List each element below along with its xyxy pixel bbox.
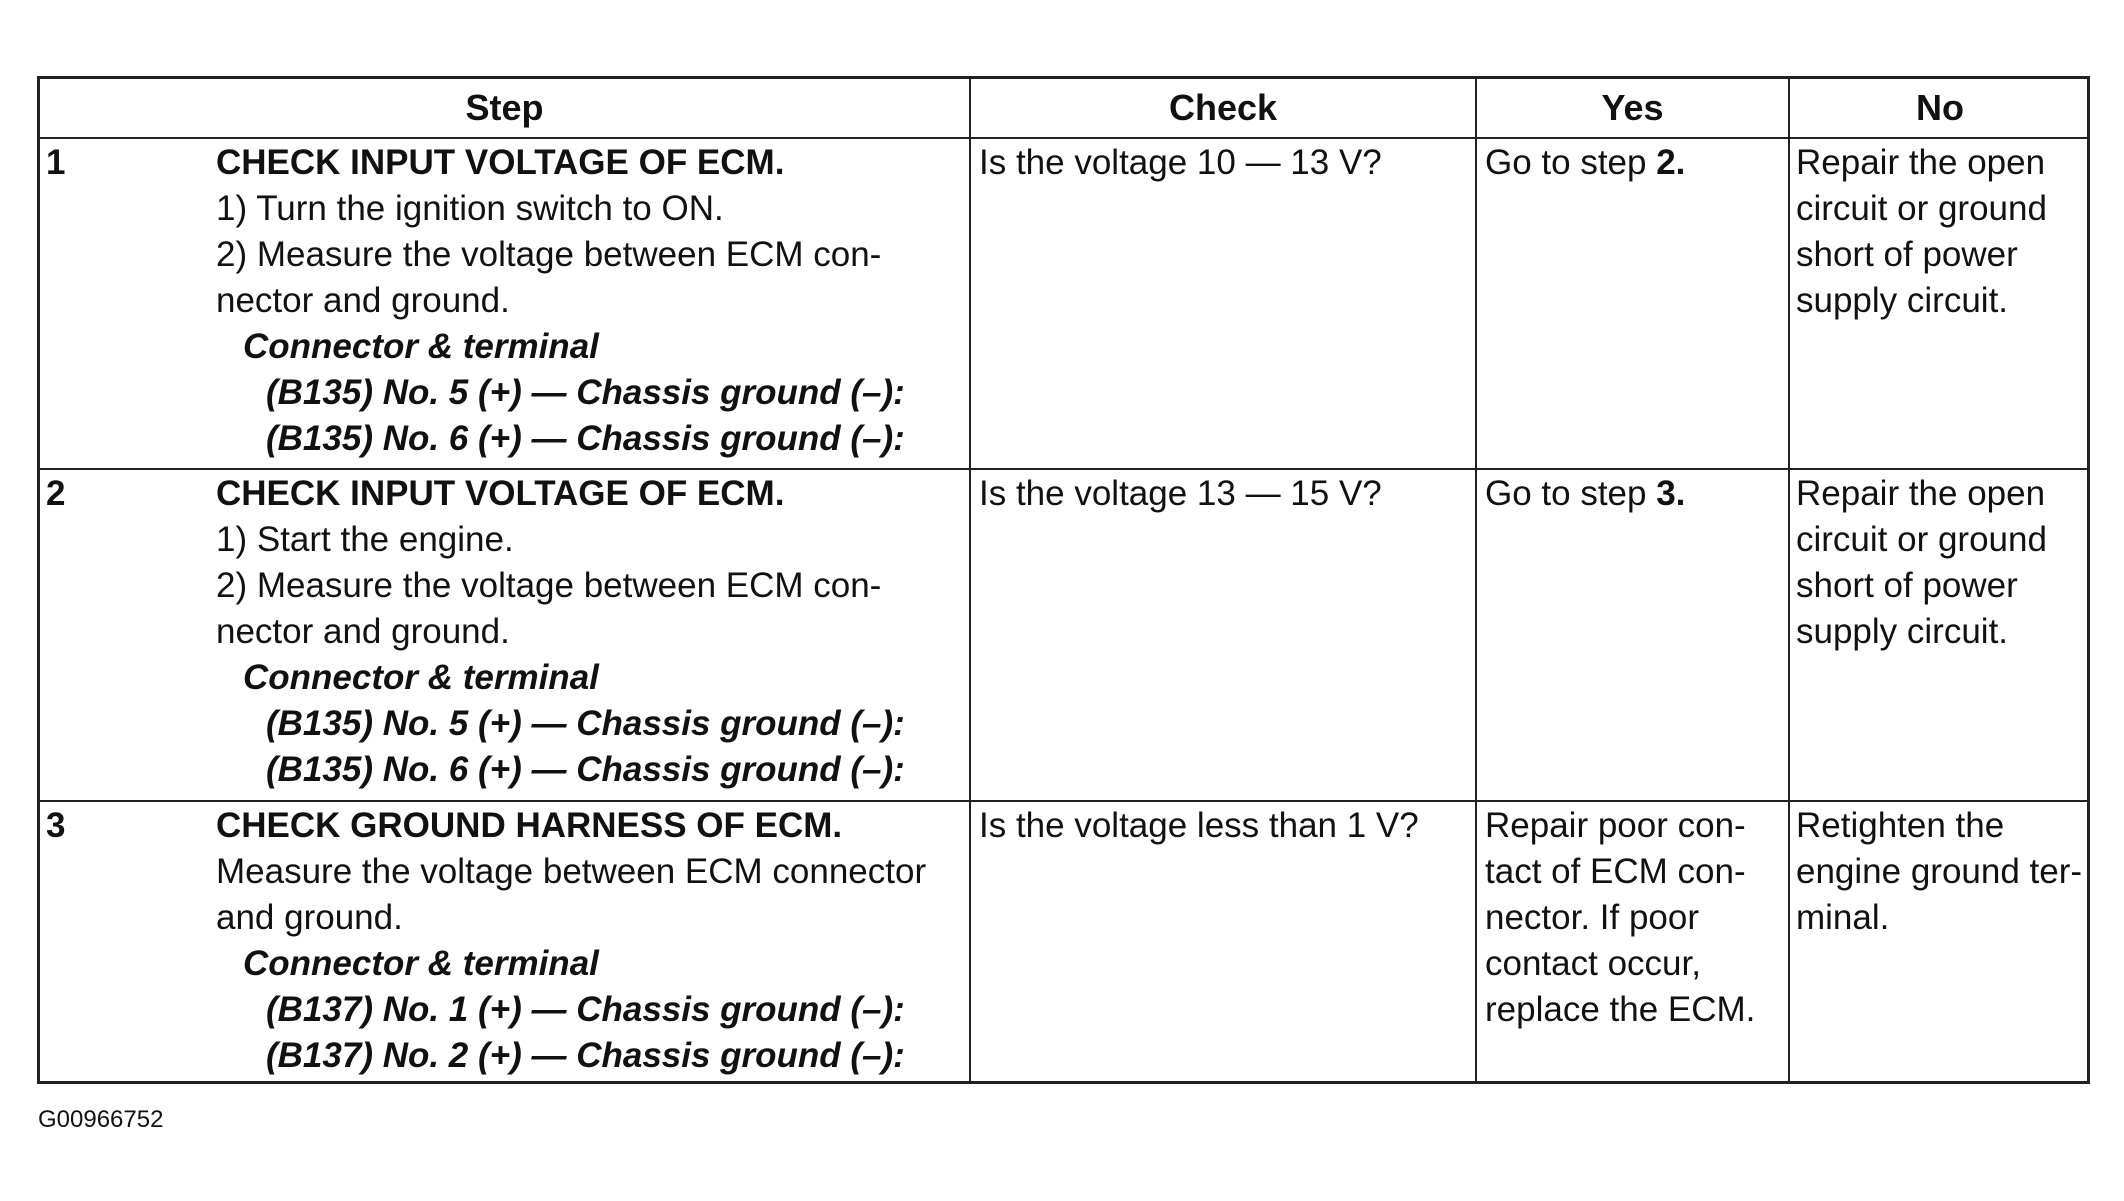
connector-heading: Connector & terminal: [243, 944, 599, 983]
step-description: [216, 470, 966, 793]
yes-line: replace the ECM.: [1485, 990, 1756, 1029]
yes-line: Repair poor con-: [1485, 806, 1746, 845]
no-line: Repair the open: [1796, 474, 2046, 513]
no-line: circuit or ground: [1796, 189, 2047, 228]
no-line: minal.: [1796, 898, 1890, 937]
no-line: short of power: [1796, 235, 2018, 274]
step-line: nector and ground.: [216, 612, 510, 651]
header-yes: Yes: [1601, 87, 1664, 128]
check-text: Is the voltage less than 1 V?: [979, 806, 1419, 845]
table-row: [40, 470, 2087, 802]
step-title: CHECK GROUND HARNESS OF ECM.: [216, 806, 843, 845]
step-title: CHECK INPUT VOLTAGE OF ECM.: [216, 474, 785, 513]
step-number: 3: [46, 806, 66, 845]
yes-step-ref: 3.: [1656, 474, 1686, 513]
yes-line: tact of ECM con-: [1485, 852, 1746, 891]
connector-heading: Connector & terminal: [243, 327, 599, 366]
check-text: Is the voltage 10 — 13 V?: [979, 143, 1382, 182]
step-number: 2: [46, 474, 66, 513]
terminal-spec: (B135) No. 6 (+) — Chassis ground (–):: [266, 750, 905, 789]
step-line: and ground.: [216, 898, 403, 937]
yes-text: [1485, 470, 1785, 517]
step-line: Measure the voltage between ECM connector: [216, 852, 927, 891]
yes-text: [1485, 802, 1785, 1033]
connector-heading: Connector & terminal: [243, 658, 599, 697]
no-text: [1796, 802, 2091, 941]
diagnostic-table: [37, 76, 2090, 1084]
no-line: circuit or ground: [1796, 520, 2047, 559]
no-line: supply circuit.: [1796, 612, 2009, 651]
no-line: short of power: [1796, 566, 2018, 605]
terminal-spec: (B135) No. 5 (+) — Chassis ground (–):: [266, 704, 905, 743]
no-text: [1796, 139, 2091, 324]
step-line: 2) Measure the voltage between ECM con-: [216, 566, 882, 605]
step-line: nector and ground.: [216, 281, 510, 320]
step-description: [216, 139, 966, 462]
step-title: CHECK INPUT VOLTAGE OF ECM.: [216, 143, 785, 182]
check-text: Is the voltage 13 — 15 V?: [979, 474, 1382, 513]
step-line: 1) Start the engine.: [216, 520, 514, 559]
no-line: engine ground ter-: [1796, 852, 2083, 891]
yes-text: [1485, 139, 1785, 186]
no-line: Repair the open: [1796, 143, 2046, 182]
step-line: 1) Turn the ignition switch to ON.: [216, 189, 724, 228]
table-row: [40, 139, 2087, 470]
step-description: [216, 802, 966, 1079]
yes-prefix: Go to step: [1485, 143, 1657, 182]
yes-line: nector. If poor: [1485, 898, 1700, 937]
step-line: 2) Measure the voltage between ECM con-: [216, 235, 882, 274]
terminal-spec: (B137) No. 2 (+) — Chassis ground (–):: [266, 1036, 905, 1075]
no-line: supply circuit.: [1796, 281, 2009, 320]
terminal-spec: (B135) No. 6 (+) — Chassis ground (–):: [266, 419, 905, 458]
step-number: 1: [46, 143, 66, 182]
no-text: [1796, 470, 2091, 655]
header-check: Check: [1168, 87, 1278, 128]
header-step: Step: [465, 87, 544, 128]
no-line: Retighten the: [1796, 806, 2005, 845]
yes-line: contact occur,: [1485, 944, 1701, 983]
yes-prefix: Go to step: [1485, 474, 1657, 513]
terminal-spec: (B135) No. 5 (+) — Chassis ground (–):: [266, 373, 905, 412]
table-header: [40, 79, 2087, 139]
terminal-spec: (B137) No. 1 (+) — Chassis ground (–):: [266, 990, 905, 1029]
figure-code: G00966752: [38, 1106, 164, 1133]
yes-step-ref: 2.: [1656, 143, 1686, 182]
table-row: [40, 802, 2087, 1081]
header-no: No: [1916, 87, 1964, 128]
